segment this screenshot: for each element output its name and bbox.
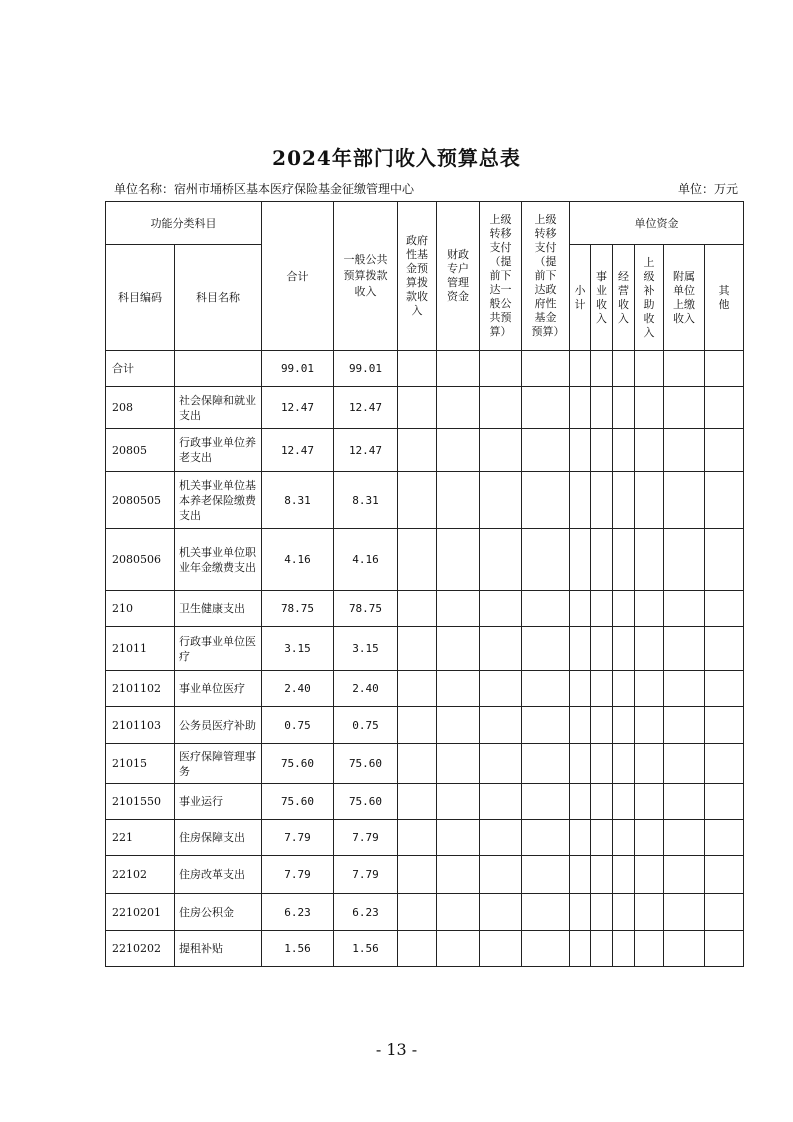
empty-cell: [437, 591, 480, 627]
empty-cell: [570, 529, 591, 591]
empty-cell: [635, 627, 664, 671]
general-budget-value: 4.16: [334, 529, 398, 591]
empty-cell: [613, 707, 635, 744]
empty-cell: [480, 894, 522, 931]
total-value: 75.60: [262, 744, 334, 784]
empty-cell: [522, 472, 570, 529]
empty-cell: [570, 627, 591, 671]
subject-name: 社会保障和就业支出: [175, 387, 262, 429]
empty-cell: [570, 931, 591, 967]
header-upper-fund: 上级转移支付（提前下达政府性基金预算）: [522, 202, 570, 351]
empty-cell: [480, 820, 522, 856]
empty-cell: [570, 856, 591, 894]
empty-cell: [613, 894, 635, 931]
empty-cell: [635, 820, 664, 856]
empty-cell: [522, 529, 570, 591]
empty-cell: [398, 856, 437, 894]
total-value: 12.47: [262, 429, 334, 472]
empty-cell: [437, 472, 480, 529]
total-value: 2.40: [262, 671, 334, 707]
empty-cell: [570, 429, 591, 472]
total-value: 6.23: [262, 894, 334, 931]
header-gov-fund: 政府性基金预算拨款收入: [398, 202, 437, 351]
subject-code: 210: [106, 591, 175, 627]
empty-cell: [480, 784, 522, 820]
empty-cell: [522, 894, 570, 931]
subject-code: 21011: [106, 627, 175, 671]
empty-cell: [570, 784, 591, 820]
budget-table: [105, 201, 744, 967]
table-row: [106, 387, 744, 429]
empty-cell: [522, 627, 570, 671]
header-business: 事业收入: [591, 245, 613, 351]
subject-code: 22102: [106, 856, 175, 894]
table-row: [106, 894, 744, 931]
general-budget-value: 6.23: [334, 894, 398, 931]
table-row: [106, 671, 744, 707]
subject-code: 21015: [106, 744, 175, 784]
empty-cell: [613, 671, 635, 707]
subject-name: 住房保障支出: [175, 820, 262, 856]
empty-cell: [591, 472, 613, 529]
empty-cell: [664, 472, 705, 529]
empty-cell: [522, 671, 570, 707]
subject-code: 2101550: [106, 784, 175, 820]
subject-name: 事业运行: [175, 784, 262, 820]
header-upper-subsidy: 上级补助收入: [635, 245, 664, 351]
empty-cell: [480, 387, 522, 429]
header-func-class: 功能分类科目: [106, 202, 262, 245]
subject-code: 20805: [106, 429, 175, 472]
empty-cell: [480, 856, 522, 894]
empty-cell: [664, 894, 705, 931]
header-affiliated: 附属单位上缴收入: [664, 245, 705, 351]
empty-cell: [635, 744, 664, 784]
empty-cell: [613, 387, 635, 429]
header-operating: 经营收入: [613, 245, 635, 351]
total-value: 3.15: [262, 627, 334, 671]
header-unit-funds: 单位资金: [570, 202, 744, 245]
empty-cell: [635, 894, 664, 931]
empty-cell: [635, 856, 664, 894]
empty-cell: [522, 820, 570, 856]
empty-cell: [635, 351, 664, 387]
total-value: 7.79: [262, 856, 334, 894]
unit-name: 单位名称：宿州市埇桥区基本医疗保险基金征缴管理中心: [114, 182, 415, 196]
table-row: [106, 591, 744, 627]
table-row: [106, 429, 744, 472]
subject-code: 208: [106, 387, 175, 429]
empty-cell: [522, 931, 570, 967]
empty-cell: [480, 707, 522, 744]
empty-cell: [705, 627, 744, 671]
empty-cell: [613, 627, 635, 671]
empty-cell: [398, 627, 437, 671]
empty-cell: [522, 351, 570, 387]
empty-cell: [437, 351, 480, 387]
empty-cell: [570, 707, 591, 744]
unit-label: 单位：万元: [678, 182, 739, 196]
header-other: 其他: [705, 245, 744, 351]
empty-cell: [705, 894, 744, 931]
empty-cell: [398, 671, 437, 707]
empty-cell: [570, 591, 591, 627]
empty-cell: [480, 429, 522, 472]
empty-cell: [613, 784, 635, 820]
empty-cell: [664, 784, 705, 820]
empty-cell: [480, 931, 522, 967]
table-row: [106, 472, 744, 529]
empty-cell: [705, 856, 744, 894]
general-budget-value: 1.56: [334, 931, 398, 967]
empty-cell: [705, 707, 744, 744]
empty-cell: [398, 529, 437, 591]
subject-code: 合计: [106, 351, 175, 387]
subject-name: 住房公积金: [175, 894, 262, 931]
general-budget-value: 7.79: [334, 856, 398, 894]
empty-cell: [591, 529, 613, 591]
empty-cell: [613, 472, 635, 529]
subject-name: 提租补贴: [175, 931, 262, 967]
empty-cell: [591, 671, 613, 707]
general-budget-value: 99.01: [334, 351, 398, 387]
empty-cell: [664, 671, 705, 707]
subject-name: 事业单位医疗: [175, 671, 262, 707]
header-fiscal-special: 财政专户管理资金: [437, 202, 480, 351]
empty-cell: [635, 591, 664, 627]
total-value: 12.47: [262, 387, 334, 429]
empty-cell: [705, 429, 744, 472]
subject-name: [175, 351, 262, 387]
general-budget-value: 7.79: [334, 820, 398, 856]
header-upper-general: 上级转移支付（提前下达一般公共预算）: [480, 202, 522, 351]
subject-name: 住房改革支出: [175, 856, 262, 894]
empty-cell: [591, 707, 613, 744]
empty-cell: [591, 856, 613, 894]
subject-name: 行政事业单位养老支出: [175, 429, 262, 472]
empty-cell: [705, 931, 744, 967]
general-budget-value: 0.75: [334, 707, 398, 744]
empty-cell: [613, 529, 635, 591]
empty-cell: [437, 707, 480, 744]
empty-cell: [613, 429, 635, 472]
subject-code: 2210201: [106, 894, 175, 931]
subject-code: 2080506: [106, 529, 175, 591]
subject-name: 机关事业单位职业年金缴费支出: [175, 529, 262, 591]
empty-cell: [635, 529, 664, 591]
empty-cell: [613, 820, 635, 856]
empty-cell: [664, 591, 705, 627]
table-row: [106, 351, 744, 387]
empty-cell: [705, 472, 744, 529]
table-row: [106, 529, 744, 591]
empty-cell: [480, 627, 522, 671]
empty-cell: [591, 931, 613, 967]
empty-cell: [522, 429, 570, 472]
empty-cell: [705, 820, 744, 856]
general-budget-value: 75.60: [334, 744, 398, 784]
empty-cell: [664, 856, 705, 894]
empty-cell: [635, 671, 664, 707]
empty-cell: [398, 784, 437, 820]
empty-cell: [705, 529, 744, 591]
empty-cell: [613, 351, 635, 387]
empty-cell: [437, 931, 480, 967]
empty-cell: [635, 387, 664, 429]
empty-cell: [705, 387, 744, 429]
total-value: 78.75: [262, 591, 334, 627]
empty-cell: [591, 591, 613, 627]
empty-cell: [613, 931, 635, 967]
empty-cell: [480, 351, 522, 387]
empty-cell: [591, 429, 613, 472]
empty-cell: [398, 591, 437, 627]
subject-name: 卫生健康支出: [175, 591, 262, 627]
page-title: 2024年部门收入预算总表: [272, 146, 521, 170]
empty-cell: [398, 387, 437, 429]
empty-cell: [705, 784, 744, 820]
empty-cell: [635, 707, 664, 744]
empty-cell: [398, 820, 437, 856]
subject-code: 2210202: [106, 931, 175, 967]
header-name: 科目名称: [175, 245, 262, 351]
empty-cell: [480, 744, 522, 784]
empty-cell: [591, 744, 613, 784]
empty-cell: [591, 351, 613, 387]
empty-cell: [664, 429, 705, 472]
empty-cell: [664, 627, 705, 671]
empty-cell: [437, 429, 480, 472]
table-row: [106, 707, 744, 744]
empty-cell: [664, 529, 705, 591]
empty-cell: [591, 820, 613, 856]
subject-code: 2080505: [106, 472, 175, 529]
empty-cell: [398, 707, 437, 744]
empty-cell: [591, 894, 613, 931]
general-budget-value: 12.47: [334, 429, 398, 472]
empty-cell: [522, 591, 570, 627]
empty-cell: [664, 707, 705, 744]
table-row: [106, 744, 744, 784]
header-total: 合计: [262, 202, 334, 351]
subject-name: 公务员医疗补助: [175, 707, 262, 744]
header-subtotal: 小计: [570, 245, 591, 351]
empty-cell: [480, 472, 522, 529]
subject-name: 机关事业单位基本养老保险缴费支出: [175, 472, 262, 529]
general-budget-value: 8.31: [334, 472, 398, 529]
empty-cell: [705, 351, 744, 387]
general-budget-value: 12.47: [334, 387, 398, 429]
empty-cell: [570, 351, 591, 387]
empty-cell: [570, 820, 591, 856]
total-value: 1.56: [262, 931, 334, 967]
empty-cell: [664, 351, 705, 387]
empty-cell: [522, 784, 570, 820]
table-row: [106, 931, 744, 967]
empty-cell: [398, 931, 437, 967]
empty-cell: [398, 894, 437, 931]
empty-cell: [570, 894, 591, 931]
header-row-1: [106, 202, 744, 245]
subject-name: 医疗保障管理事务: [175, 744, 262, 784]
empty-cell: [437, 627, 480, 671]
general-budget-value: 75.60: [334, 784, 398, 820]
empty-cell: [480, 529, 522, 591]
subject-code: 2101103: [106, 707, 175, 744]
empty-cell: [635, 784, 664, 820]
empty-cell: [522, 744, 570, 784]
empty-cell: [480, 591, 522, 627]
empty-cell: [705, 591, 744, 627]
total-value: 99.01: [262, 351, 334, 387]
table-row: [106, 820, 744, 856]
empty-cell: [437, 529, 480, 591]
empty-cell: [664, 744, 705, 784]
empty-cell: [705, 744, 744, 784]
empty-cell: [705, 671, 744, 707]
empty-cell: [437, 856, 480, 894]
table-row: [106, 784, 744, 820]
page-number: - 13 -: [375, 1040, 418, 1059]
empty-cell: [664, 387, 705, 429]
empty-cell: [480, 671, 522, 707]
empty-cell: [664, 820, 705, 856]
total-value: 8.31: [262, 472, 334, 529]
empty-cell: [664, 931, 705, 967]
empty-cell: [570, 472, 591, 529]
empty-cell: [437, 894, 480, 931]
empty-cell: [522, 856, 570, 894]
subject-code: 2101102: [106, 671, 175, 707]
general-budget-value: 78.75: [334, 591, 398, 627]
empty-cell: [613, 591, 635, 627]
empty-cell: [570, 744, 591, 784]
empty-cell: [570, 387, 591, 429]
empty-cell: [635, 931, 664, 967]
general-budget-value: 2.40: [334, 671, 398, 707]
table-row: [106, 856, 744, 894]
empty-cell: [437, 784, 480, 820]
total-value: 75.60: [262, 784, 334, 820]
empty-cell: [398, 472, 437, 529]
empty-cell: [437, 387, 480, 429]
empty-cell: [613, 856, 635, 894]
general-budget-value: 3.15: [334, 627, 398, 671]
subject-name: 行政事业单位医疗: [175, 627, 262, 671]
table-row: [106, 627, 744, 671]
empty-cell: [591, 627, 613, 671]
header-code: 科目编码: [106, 245, 175, 351]
subject-code: 221: [106, 820, 175, 856]
empty-cell: [591, 784, 613, 820]
total-value: 7.79: [262, 820, 334, 856]
empty-cell: [437, 671, 480, 707]
empty-cell: [398, 429, 437, 472]
empty-cell: [522, 707, 570, 744]
empty-cell: [398, 744, 437, 784]
total-value: 4.16: [262, 529, 334, 591]
empty-cell: [570, 671, 591, 707]
empty-cell: [437, 820, 480, 856]
empty-cell: [613, 744, 635, 784]
empty-cell: [635, 429, 664, 472]
header-general-budget-text: 一般公共预算拨款收入: [343, 253, 388, 298]
empty-cell: [522, 387, 570, 429]
empty-cell: [437, 744, 480, 784]
header-general-budget: [334, 202, 398, 351]
empty-cell: [591, 387, 613, 429]
total-value: 0.75: [262, 707, 334, 744]
empty-cell: [398, 351, 437, 387]
empty-cell: [635, 472, 664, 529]
